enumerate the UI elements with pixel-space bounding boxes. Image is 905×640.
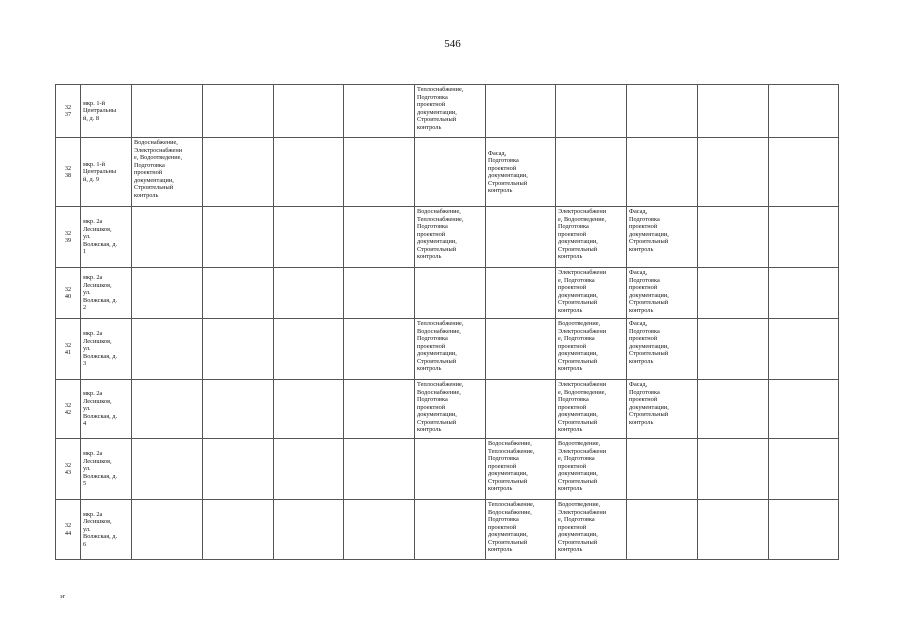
row-number: 32 40 [56,268,81,319]
table-row [56,439,839,500]
work-cell [415,500,486,560]
work-cell [132,439,203,500]
row-address: мкр. 2а Лесишков, ул. Волжская, д. 6 [81,500,132,560]
work-cell [486,85,556,138]
work-cell [274,138,344,207]
work-cell: Водоснабжение, Электроснабжени е, Водоотведение, Подготовка проектной документации, Строительный контроль [132,138,203,207]
work-cell: Электроснабжени е, Подготовка проектной документации, Строительный контроль [556,268,627,319]
table-row [56,268,839,319]
work-cell [344,138,415,207]
row-number: 32 43 [56,439,81,500]
work-cell: Фасад, Подготовка проектной документации, Строительный контроль [486,138,556,207]
page-number: 546 [444,38,461,50]
work-cell [486,268,556,319]
work-cell [415,268,486,319]
row-number: 32 44 [56,500,81,560]
work-cell [132,500,203,560]
work-cell [274,319,344,380]
work-cell [486,207,556,268]
work-cell [344,439,415,500]
work-cell: Теплоснабжение, Водоснабжение, Подготовка проектной документации, Строительный контроль [415,380,486,439]
work-cell: Фасад, Подготовка проектной документации, Строительный контроль [627,268,698,319]
work-cell: Теплоснабжение, Водоснабжение, Подготовка проектной документации, Строительный контроль [415,319,486,380]
work-cell [415,138,486,207]
work-cell [769,500,839,560]
work-cell [203,85,274,138]
work-cell [132,319,203,380]
work-cell [132,268,203,319]
work-cell [698,500,769,560]
work-cell [274,439,344,500]
work-cell [698,268,769,319]
work-cell [274,207,344,268]
table-row [56,85,839,138]
row-address: мкр. 2а Лесишков, ул. Волжская, д. 4 [81,380,132,439]
work-cell [698,138,769,207]
work-cell [556,138,627,207]
work-cell [203,439,274,500]
work-cell: Теплоснабжение, Подготовка проектной документации, Строительный контроль [415,85,486,138]
work-cell [203,268,274,319]
work-cell [203,380,274,439]
table-row [56,207,839,268]
table-row [56,500,839,560]
work-cell: Электроснабжени е, Водоотведение, Подготовка проектной документации, Строительный контроль [556,380,627,439]
work-cell [769,268,839,319]
work-cell [627,138,698,207]
row-address: мкр. 2а Лесишков, ул. Волжская, д. 2 [81,268,132,319]
work-cell [698,207,769,268]
work-cell [769,380,839,439]
footer-mark: эг [60,594,66,600]
work-cell [274,500,344,560]
row-address: мкр. 2а Лесишков, ул. Волжская, д. 1 [81,207,132,268]
work-cell: Водоснабжение, Теплоснабжение, Подготовка проектной документации, Строительный контроль [486,439,556,500]
table-row [56,138,839,207]
work-cell: Водоотведение, Электроснабжени е, Подготовка проектной документации, Строительный контроль [556,439,627,500]
work-cell [698,85,769,138]
row-number: 32 41 [56,319,81,380]
work-cell [698,319,769,380]
row-number: 32 39 [56,207,81,268]
work-cell: Электроснабжени е, Водоотведение, Подготовка проектной документации, Строительный контроль [556,207,627,268]
work-cell [627,500,698,560]
row-address: мкр. 1-й Центральны й, д. 8 [81,85,132,138]
table-row [56,319,839,380]
work-cell: Фасад, Подготовка проектной документации, Строительный контроль [627,380,698,439]
work-cell [132,207,203,268]
work-cell [274,380,344,439]
row-number: 32 37 [56,85,81,138]
row-address: мкр. 1-й Центральны й, д. 9 [81,138,132,207]
work-cell [203,319,274,380]
work-cell: Фасад, Подготовка проектной документации, Строительный контроль [627,207,698,268]
work-cell [344,380,415,439]
work-cell [486,319,556,380]
work-cell: Фасад, Подготовка проектной документации, Строительный контроль [627,319,698,380]
work-cell [203,500,274,560]
work-cell [274,85,344,138]
work-cell [556,85,627,138]
work-cell [415,439,486,500]
work-cell [203,138,274,207]
work-cell: Водоотведение, Электроснабжени е, Подготовка проектной документации, Строительный контроль [556,319,627,380]
row-number: 32 42 [56,380,81,439]
work-cell: Теплоснабжение, Водоснабжение, Подготовка проектной документации, Строительный контроль [486,500,556,560]
work-cell [132,380,203,439]
work-cell [344,207,415,268]
work-cell [769,439,839,500]
work-cell [203,207,274,268]
work-cell [132,85,203,138]
work-cell: Водоотведение, Электроснабжени е, Подготовка проектной документации, Строительный контроль [556,500,627,560]
work-cell [344,319,415,380]
work-cell [274,268,344,319]
row-number: 32 38 [56,138,81,207]
works-table [55,84,839,560]
work-cell [627,85,698,138]
work-cell [769,85,839,138]
work-cell [344,85,415,138]
work-cell [486,380,556,439]
work-cell [769,138,839,207]
row-address: мкр. 2а Лесишков, ул. Волжская, д. 5 [81,439,132,500]
work-cell [769,319,839,380]
work-cell [698,380,769,439]
work-cell [344,500,415,560]
row-address: мкр. 2а Лесишков, ул. Волжская, д. 3 [81,319,132,380]
work-cell: Водоснабжение, Теплоснабжение, Подготовка проектной документации, Строительный контроль [415,207,486,268]
work-cell [698,439,769,500]
work-cell [769,207,839,268]
work-cell [627,439,698,500]
table-row [56,380,839,439]
work-cell [344,268,415,319]
